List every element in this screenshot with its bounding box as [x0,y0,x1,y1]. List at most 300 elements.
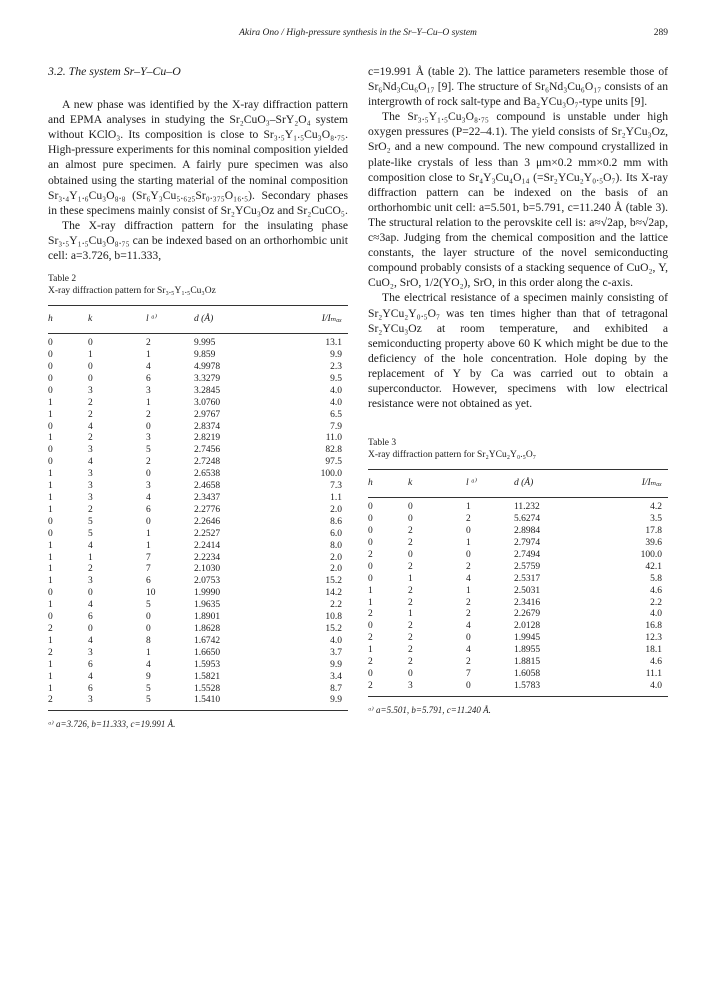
table-row [48,624,348,636]
table-cell: 5 [146,445,151,456]
table-row [48,469,348,481]
table2-header-row [48,306,348,334]
table-cell: 4.6 [650,657,662,668]
table-row [48,350,348,362]
table-cell: 2.0 [330,552,342,563]
table-cell: 0 [408,502,413,513]
table-cell: 2.2776 [194,504,221,515]
table-cell: 1 [48,564,53,575]
table-row [48,433,348,445]
table-cell: 6 [146,576,151,587]
table-cell: 9 [146,671,151,682]
table-row [368,574,668,586]
table-cell: 2.2 [330,600,342,611]
table-cell: 3 [88,481,93,492]
table-cell: 3.0760 [194,397,221,408]
table-cell: 7.3 [330,481,342,492]
table-cell: 9.9 [330,659,342,670]
table-cell: 2 [408,526,413,537]
table-cell: 2.7456 [194,445,221,456]
table-cell: 4 [146,659,151,670]
table-cell: 9.9 [280,695,348,710]
table-cell: 2.3 [330,362,342,373]
table3-header-intensity: I/Iₘₐₓ [600,470,668,498]
table-cell: 2.5317 [514,573,541,584]
table-cell: 4 [146,362,151,373]
table-cell: 0 [48,362,53,373]
table-cell: 2 [408,645,413,656]
table-cell: 0 [368,502,373,513]
table-cell: 3 [88,647,93,658]
table-cell: 4 [88,671,93,682]
table-cell: 1 [48,552,53,563]
table-cell: 3 [146,481,151,492]
table-cell: 4.2 [650,502,662,513]
right-column [368,64,668,718]
table3-label: Table 3 [368,438,397,449]
table-cell: 1 [368,645,373,656]
table-cell: 1.5821 [194,671,221,682]
table-cell: 5 [146,695,194,710]
table-cell: 1 [466,585,471,596]
section-title: 3.2. The system Sr–Y–Cu–O [48,64,181,78]
table-cell: 42.1 [645,561,662,572]
table-cell: 1 [88,552,93,563]
table-cell: 1 [48,397,53,408]
table-cell: 1 [368,585,373,596]
table-cell: 1 [48,540,53,551]
table-cell: 2 [146,409,151,420]
page-header [48,28,668,44]
table-cell: 2 [48,647,53,658]
table3-footnote: ᵃ⁾ a=5.501, b=5.791, c=11.240 Å. [368,704,491,715]
table-row [368,562,668,574]
table-cell: 1 [48,409,53,420]
table-cell: 2 [88,409,93,420]
table-cell: 3 [88,695,146,710]
table-cell: 1 [48,493,53,503]
table2-header-l: l ᵃ⁾ [146,306,194,334]
table-cell: 2.7494 [514,549,541,560]
table-cell: 6.5 [330,409,342,420]
table-cell: 2 [408,657,413,668]
table2-header-intensity: I/Iₘₐₓ [280,306,348,334]
table-cell: 2.2 [650,597,662,608]
table-cell: 2 [368,657,373,668]
table-cell: 0 [368,668,373,679]
table-cell: 2 [408,561,413,572]
table-row [368,645,668,657]
table-cell: 4.6 [650,585,662,596]
table2-header-h: h [48,306,88,334]
table-cell: 2.7248 [194,457,221,468]
table-cell: 2.0753 [194,576,221,587]
table-cell: 1.5410 [194,695,280,710]
table-row [48,684,348,696]
table-cell: 2 [48,623,53,634]
table-cell: 0 [48,350,53,361]
table-cell: 6 [146,373,151,384]
table-cell: 1 [48,504,53,515]
table-cell: 8.6 [330,516,342,527]
table-cell: 4 [466,573,471,584]
table-row [368,550,668,562]
table-cell: 2.8984 [514,526,541,537]
table-cell: 4 [88,600,93,611]
table-row [48,695,348,710]
table-cell: 1.8628 [194,623,221,634]
table-cell: 1.8955 [514,645,541,656]
table-cell: 2 [48,695,88,710]
table-cell: 15.2 [325,576,342,587]
table3-header-k: k [408,470,466,498]
table-cell: 3 [408,681,466,696]
table-row [368,609,668,621]
table-cell: 2 [466,657,471,668]
table-cell: 12.3 [645,633,662,644]
table-cell: 2 [408,585,413,596]
table-cell: 0 [466,549,471,560]
table-cell: 5 [88,528,93,539]
table-cell: 1.9990 [194,588,221,599]
table2-header-k: k [88,306,146,334]
table-cell: 8.7 [330,683,342,694]
table-cell: 1.9945 [514,633,541,644]
table-cell: 0 [368,537,373,548]
table-row [48,672,348,684]
table-cell: 1.1 [330,493,342,503]
table-cell: 0 [48,338,53,349]
table-cell: 1 [146,528,151,539]
table-cell: 14.2 [325,588,342,599]
table-cell: 3.3279 [194,373,221,384]
table-cell: 1 [48,433,53,444]
table-cell: 0 [408,514,413,525]
table-cell: 0 [146,469,151,480]
table-row [368,598,668,610]
table-cell: 1 [466,502,471,513]
table-cell: 11.232 [514,502,540,513]
table-cell: 0 [146,623,151,634]
table-cell: 1 [466,537,471,548]
table-cell: 1 [368,597,373,608]
table2-label: Table 2 [48,274,77,285]
table-cell: 5 [146,600,151,611]
table-cell: 2.6538 [194,469,221,480]
running-title: Akira Ono / High-pressure synthesis in the Sr–Y–Cu–O system [239,28,477,38]
table-cell: 8.0 [330,540,342,551]
table-row [48,648,348,660]
right-paragraph-1: c=19.991 Å (table 2). The lattice parameters resemble those of Sr₆Nd₃Cu₆O₁₇ [9]. The structure of Sr₆Nd₃Cu₆O₁₇ consists of an intergrowth of rock salt-type and Ba₂YCu₃O₇-type units [9]. [368,65,668,109]
table-row [48,517,348,529]
right-paragraph-2: The Sr₃.₅Y₁.₅Cu₃O₈.₇₅ compound is unstable under high oxygen pressures (P=22–4.1). The yield consists of Sr₂YCu₃Oz, SrO₂ and a new compound. The new compound crystallized in plate-like crystals of less than 3 μm×0.2 mm×0.2 mm with composition close to Sr₄Y₃Cu₄O₁₄ (=Sr₂YCu₂Y₀.₅O₇). Its X-ray diffraction pattern can be indexed on the basis of an orthorhombic unit cell: a=5.501, b=5.791, c=11.240 Å (table 3). The structural relation to the perovskite cell is: a≈√2ap, b≈√2ap, c≈3ap. Judging from the chemical composition and the lattice constants, the layer structure of the novel semiconducting compound probably consists of a stacking sequence of CuO₂, Y, CuO₂, SrO, 1/2(YO₂), SrO, in this order along the c-axis. [368,110,668,290]
table-cell: 11.0 [325,433,342,444]
table-row [48,422,348,434]
table-row [368,681,668,696]
table-cell: 1 [48,600,53,611]
table-cell: 1.6058 [514,668,541,679]
table-cell: 16.8 [645,621,662,632]
table-row [48,398,348,410]
table-cell: 3 [146,385,151,396]
table-cell: 0 [408,668,413,679]
table-cell: 4 [88,457,93,468]
table-cell: 1 [48,635,53,646]
table-cell: 1 [146,647,151,658]
table-row [48,588,348,600]
table-cell: 2.7974 [514,537,541,548]
table-row [48,541,348,553]
table-cell: 7 [146,564,151,575]
table-cell: 6 [88,612,93,623]
table-cell: 5.8 [650,573,662,584]
table-cell: 2 [466,561,471,572]
table-cell: 0 [368,573,373,584]
right-paragraph-3: The electrical resistance of a specimen mainly consisting of Sr₂YCu₂Y₀.₅O₇ was ten times higher than that of tetragonal Sr₂YCu₃Oz at room temperature, and exhibited a semiconducting property above 60 K which might be due to the deficiency of the hole concentration. Hole doping by the replacement of Y by Ca was carried out to obtain a superconductor. However, specimens with low electrical resistance were not obtained as yet. [368,291,668,411]
table-cell: 9.995 [194,338,216,349]
left-column [48,64,348,732]
table-cell: 1 [48,659,53,670]
table3-header-d: d (Å) [514,470,600,498]
table-cell: 0 [48,528,53,539]
table-cell: 3.2845 [194,385,221,396]
table-row [368,586,668,598]
table-cell: 0 [88,373,93,384]
table-cell: 4 [466,645,471,656]
table3-body [368,498,668,697]
table-cell: 4.0 [600,681,668,696]
table-cell: 0 [368,526,373,537]
table-row [48,445,348,457]
table-cell: 82.8 [325,445,342,456]
table-cell: 4 [146,493,151,503]
table-cell: 2.8374 [194,421,221,432]
table-row [368,498,668,514]
table-cell: 2.0 [330,564,342,575]
table-cell: 4.0 [330,397,342,408]
table-row [368,621,668,633]
table-cell: 0 [48,457,53,468]
table-row [368,538,668,550]
table-cell: 2.2646 [194,516,221,527]
table-cell: 0 [48,421,53,432]
table3-header-row [368,470,668,498]
table-cell: 1 [48,671,53,682]
table-cell: 1.9635 [194,600,221,611]
table-cell: 0 [48,588,53,599]
table-cell: 2 [466,597,471,608]
table-cell: 3 [88,576,93,587]
table-cell: 2.5031 [514,585,541,596]
table-cell: 0 [466,681,514,696]
table-cell: 2.2527 [194,528,221,539]
table-cell: 2 [408,537,413,548]
table-cell: 2 [146,457,151,468]
table-cell: 1.8815 [514,657,541,668]
table-cell: 9.5 [330,373,342,384]
table-cell: 2.0 [330,504,342,515]
table-cell: 0 [466,526,471,537]
table-cell: 1 [48,576,53,587]
table-cell: 0 [146,421,151,432]
table-row [368,514,668,526]
table-cell: 1 [408,573,413,584]
table-cell: 0 [88,338,93,349]
table-cell: 2.3416 [514,597,541,608]
table-cell: 4.0 [650,609,662,620]
table-cell: 4 [466,621,471,632]
table-cell: 0 [466,633,471,644]
table-cell: 10.8 [325,612,342,623]
table-cell: 100.0 [320,469,342,480]
table-cell: 39.6 [645,537,662,548]
table-cell: 3 [88,385,93,396]
table-cell: 2 [408,597,413,608]
table-cell: 0 [408,549,413,560]
table-cell: 9.9 [330,350,342,361]
table-cell: 17.8 [645,526,662,537]
table-cell: 0 [48,516,53,527]
table-cell: 1 [146,540,151,551]
table-cell: 11.1 [645,668,662,679]
table-cell: 3 [146,433,151,444]
table-row [48,553,348,565]
table-cell: 0 [48,445,53,456]
table2-title: X-ray diffraction pattern for Sr₃.₅Y₁.₅Cu₃Oz [48,286,216,297]
table-cell: 2.2679 [514,609,541,620]
table-cell: 2 [466,609,471,620]
table-cell: 1.5783 [514,681,600,696]
table-cell: 97.5 [325,457,342,468]
table-row [48,493,348,505]
table-cell: 1.5528 [194,683,221,694]
table-cell: 18.1 [645,645,662,656]
table-row [368,633,668,645]
left-paragraph-1: A new phase was identified by the X-ray diffraction pattern and EPMA analyses in studying the Sr₂CuO₃–SrY₂O₄ system without KClO₃. Its composition is close to Sr₃.₅Y₁.₅Cu₃O₈.₇₅. High-pressure experiments for this nominal composition yielded an almost pure specimen. A fairly pure specimen was also obtained using the starting material of the nominal composition Sr₃.₄Y₁.₆Cu₃O₈.₈ (Sr₆Y₃Cu₅.₆₂₅Sr₀.₃₇₅O₁₆.₅). Secondary phases in these specimens mainly consist of Sr₂YCu₃Oz and Sr₂CuCO₅. [48,98,348,217]
table-cell: 3 [88,445,93,456]
table-cell: 2.3437 [194,493,221,503]
table3 [368,469,668,697]
table-row [48,386,348,398]
table-cell: 7 [146,552,151,563]
table-cell: 2 [88,564,93,575]
table-cell: 2 [368,609,373,620]
table-cell: 13.1 [325,338,342,349]
table-cell: 2.2414 [194,540,221,551]
table-row [48,660,348,672]
table-cell: 6.0 [330,528,342,539]
table-row [48,576,348,588]
table-row [48,564,348,576]
table-cell: 0 [88,588,93,599]
table2-caption [48,273,348,297]
table-cell: 0 [88,362,93,373]
table-cell: 2.8219 [194,433,221,444]
table-cell: 0 [146,516,151,527]
table-cell: 100.0 [640,549,662,560]
table-cell: 3.5 [650,514,662,525]
table-cell: 1.5953 [194,659,221,670]
table-row [48,505,348,517]
table-cell: 2 [88,504,93,515]
table-cell: 1.6742 [194,635,221,646]
table-cell: 1 [48,683,53,694]
table-row [48,362,348,374]
table-cell: 2 [368,681,408,696]
table2-body [48,334,348,711]
table-cell: 7 [466,668,471,679]
table-cell: 4.0 [330,385,342,396]
table-cell: 0 [368,514,373,525]
table3-title: X-ray diffraction pattern for Sr₂YCu₂Y₀.₅O₇ [368,450,537,461]
table-cell: 1 [146,397,151,408]
table-row [48,457,348,469]
table-cell: 2 [408,633,413,644]
table-cell: 2 [368,633,373,644]
table-row [48,481,348,493]
table-cell: 2.5759 [514,561,541,572]
table-cell: 0 [368,561,373,572]
table2-header-d: d (Å) [194,306,280,334]
table-cell: 0 [48,373,53,384]
table-cell: 6 [88,659,93,670]
table-cell: 2.0128 [514,621,541,632]
table-cell: 1.6650 [194,647,221,658]
table-cell: 3 [88,493,93,503]
table-row [48,374,348,386]
table3-caption [368,437,668,461]
table-cell: 10 [146,588,156,599]
table2-footnote: ᵃ⁾ a=3.726, b=11.333, c=19.991 Å. [48,719,176,730]
table-cell: 1 [48,469,53,480]
table-cell: 0 [146,612,151,623]
table-cell: 3 [88,469,93,480]
table-cell: 2 [466,514,471,525]
table-cell: 4.0 [330,635,342,646]
table-cell: 2 [88,397,93,408]
table-cell: 6 [146,504,151,515]
table-cell: 2.2234 [194,552,221,563]
table3-header-l: l ᵃ⁾ [466,470,514,498]
table-cell: 0 [88,623,93,634]
table-cell: 4.9978 [194,362,221,373]
page-number: 289 [653,28,668,38]
table-cell: 2.9767 [194,409,221,420]
table-cell: 2 [368,549,373,560]
table-cell: 2 [408,621,413,632]
table-cell: 0 [48,612,53,623]
table-cell: 4 [88,540,93,551]
table2 [48,305,348,711]
table-cell: 8 [146,635,151,646]
table-cell: 0 [368,621,373,632]
table-cell: 2 [146,338,151,349]
table-cell: 6 [88,683,93,694]
table-cell: 1 [88,350,93,361]
left-paragraph-2: The X-ray diffraction pattern for the insulating phase Sr₃.₅Y₁.₅Cu₃O₈.₇₅ can be indexed based on an orthorhombic unit cell: a=3.726, b=11.333, [48,218,348,263]
table-cell: 1 [146,350,151,361]
table-row [48,410,348,422]
table-cell: 2.4658 [194,481,221,492]
table-cell: 4 [88,421,93,432]
table-row [368,669,668,681]
table-cell: 9.859 [194,350,216,361]
table3-header-h: h [368,470,408,498]
table-cell: 15.2 [325,623,342,634]
table-cell: 7.9 [330,421,342,432]
table-row [48,600,348,612]
table-cell: 2 [88,433,93,444]
